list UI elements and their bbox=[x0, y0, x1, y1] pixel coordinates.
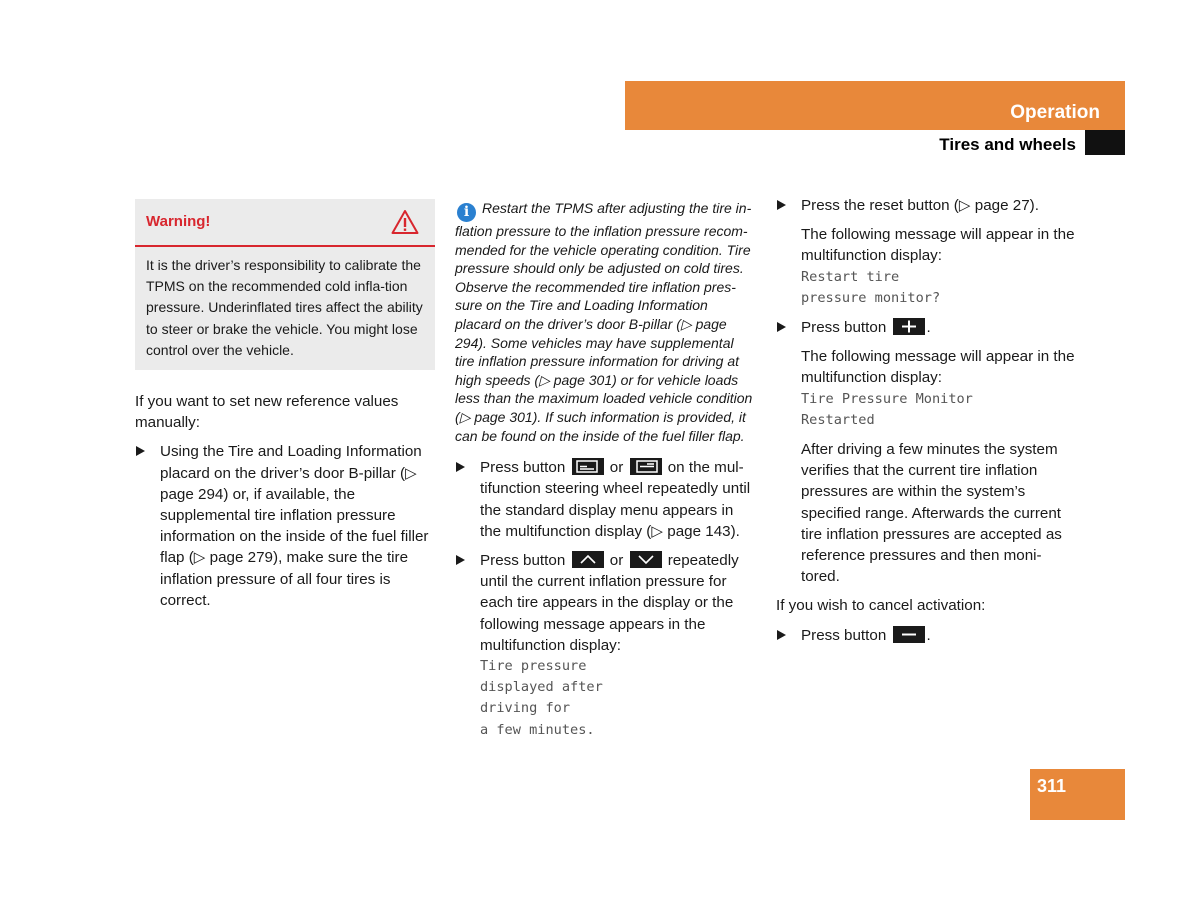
page-number-box bbox=[1030, 769, 1125, 820]
after-text: After driving a few minutes the system verifies that the current tire inflation pressures are within the system’s specified range. Afterwards the current tire inflation pressures are accepted as reference pressures and then moni-tored. bbox=[801, 441, 1062, 586]
right-arrow-bullet-icon bbox=[777, 630, 786, 640]
list-item-text: . bbox=[926, 319, 931, 337]
subsection-title: Tires and wheels bbox=[939, 135, 1076, 154]
right-arrow-bullet-icon bbox=[777, 200, 786, 210]
list-item bbox=[776, 625, 1076, 646]
scroll-up-button-icon bbox=[572, 551, 604, 568]
page-forward-button-icon bbox=[630, 458, 662, 475]
list-item-text: Using the Tire and Loading Information placard on the driver’s door B-pillar (▷ page 294) or, if available, the supplemental tire inflation pressure information on the inside of the fuel filler flap (▷ page 279), make sure the tire inflation pressure of all four tires is correct. bbox=[160, 443, 429, 609]
right-arrow-bullet-icon bbox=[777, 322, 786, 332]
list-item bbox=[135, 441, 435, 611]
right-arrow-bullet-icon bbox=[456, 555, 465, 565]
page-number: 311 bbox=[1037, 776, 1067, 796]
list-item-text: or bbox=[609, 459, 624, 477]
display-line: a few minutes. bbox=[480, 721, 595, 738]
right-arrow-bullet-icon bbox=[136, 446, 145, 456]
column-right bbox=[776, 195, 1076, 646]
list-item bbox=[776, 195, 1076, 216]
list-item-text: Press the reset button (▷ page 27). bbox=[801, 197, 1039, 214]
display-line: Restarted bbox=[801, 411, 875, 428]
display-message bbox=[801, 267, 1076, 309]
column-left bbox=[135, 199, 435, 611]
display-line: Tire Pressure Monitor bbox=[801, 390, 973, 407]
warning-header bbox=[135, 199, 435, 247]
column-middle bbox=[455, 199, 755, 741]
section-header-bar bbox=[625, 81, 1125, 130]
info-icon: i bbox=[457, 203, 476, 222]
list-item-text: . bbox=[926, 626, 931, 644]
list-item-text: Press button bbox=[480, 459, 566, 477]
page-back-button-icon bbox=[572, 458, 604, 475]
warning-box bbox=[135, 199, 435, 370]
display-line: Tire pressure bbox=[480, 657, 587, 674]
list-item-text: Press button bbox=[801, 626, 887, 644]
display-line: driving for bbox=[480, 700, 571, 717]
list-item-text: repeatedly until the current inflation pressure for each tire appears in the display or the following message appears in the multifunction display: bbox=[480, 551, 739, 654]
right-arrow-bullet-icon bbox=[456, 462, 465, 472]
sub-paragraph bbox=[776, 346, 1076, 587]
display-line: displayed after bbox=[480, 679, 603, 696]
display-line: pressure monitor? bbox=[801, 289, 941, 306]
list-item-text: on the mul-tifunction steering wheel repeatedly until the standard display menu appears in the multifunction display (▷ page 143). bbox=[480, 459, 751, 540]
subsection-marker bbox=[1085, 130, 1125, 155]
info-note bbox=[455, 199, 755, 445]
warning-title: Warning! bbox=[146, 213, 211, 231]
intro-paragraph: If you want to set new reference values manually: bbox=[135, 393, 399, 432]
display-line: Restart tire bbox=[801, 268, 900, 285]
message-intro: The following message will appear in the multifunction display: bbox=[801, 348, 1075, 387]
list-item-text: Press button bbox=[480, 551, 566, 569]
list-item-text: or bbox=[609, 551, 624, 569]
minus-button-icon bbox=[893, 626, 925, 643]
scroll-down-button-icon bbox=[630, 551, 662, 568]
cancel-intro: If you wish to cancel activation: bbox=[776, 597, 986, 615]
message-intro: The following message will appear in the multifunction display: bbox=[801, 226, 1075, 265]
display-message bbox=[801, 389, 1076, 431]
list-item-text: Press button bbox=[801, 319, 887, 337]
display-message bbox=[480, 656, 755, 741]
warning-triangle-icon bbox=[391, 209, 419, 235]
plus-button-icon bbox=[893, 318, 925, 335]
list-item bbox=[776, 317, 1076, 338]
sub-paragraph bbox=[776, 224, 1076, 309]
warning-text: It is the driver’s responsibility to calibrate the TPMS on the recommended cold infla-tion pressure. Underinflated tires affect the ability to steer or brake the vehicle. You might lose control over the vehicle. bbox=[146, 257, 423, 358]
info-note-text: Restart the TPMS after adjusting the tire in-flation pressure to the inflation pressure recom-mended for the vehicle operating condition. Tire pressure should only be adjusted on cold tires. Observe the recommended tire inflation pres-sure on the Tire and Loading Information placard on the driver’s door B-pillar (▷ page 294). Some vehicles may have supplemental tire inflation pressure information for driving at high speeds (▷ page 301) or for vehicle loads less than the maximum loaded vehicle condition (▷ page 301). If such information is provided, it can be found on the inside of the fuel filler flap. bbox=[455, 200, 753, 444]
list-item bbox=[455, 457, 755, 542]
list-item bbox=[455, 550, 755, 741]
section-title: Operation bbox=[1010, 102, 1100, 123]
